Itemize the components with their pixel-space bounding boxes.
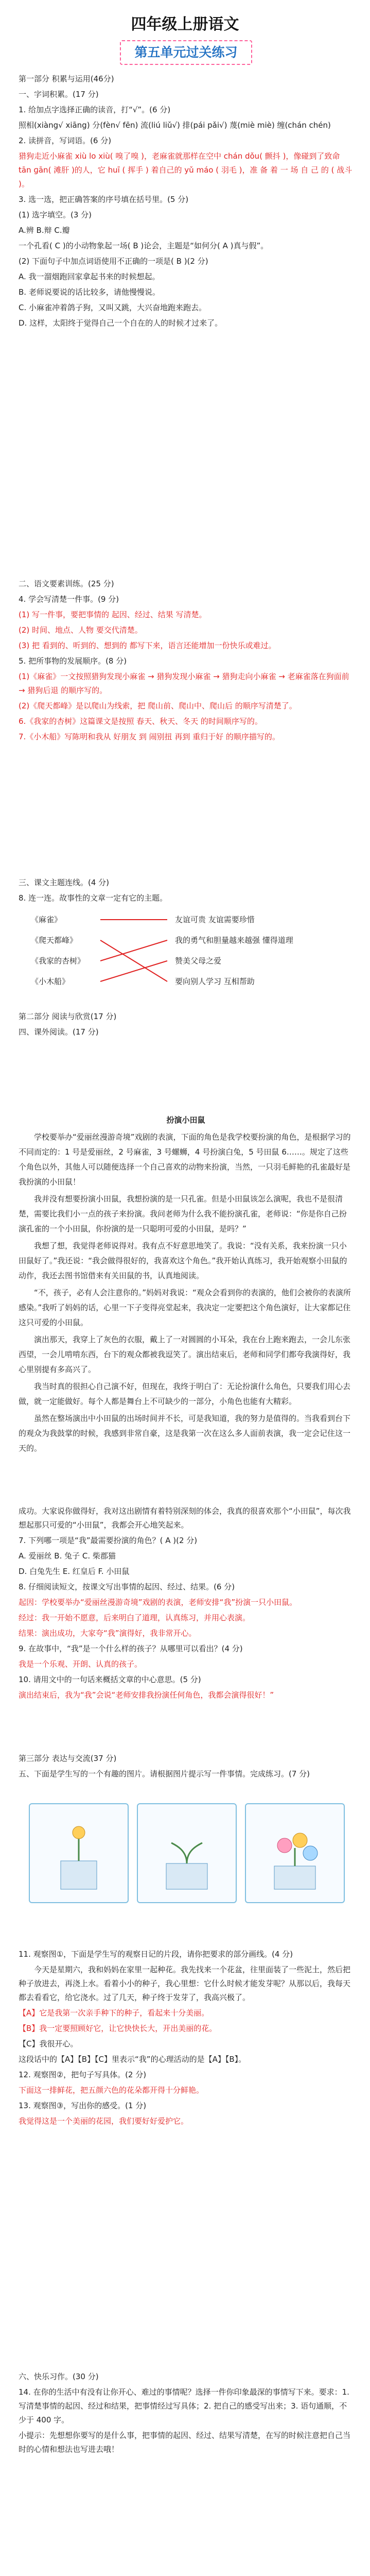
q2-5-1: (1)《麻雀》一文按照猎狗发现小麻雀 → 猎狗发现小麻雀 → 猎狗走向小麻雀 → 老麻雀落在狗面前 → 猎狗后退 的顺序写的。 (19, 672, 349, 695)
reading-passage (19, 1113, 353, 1458)
match-left-item: 《爬天都峰》 (31, 936, 78, 945)
reading-questions (19, 1504, 353, 1704)
match-left-column (31, 909, 85, 992)
seedling-icon (138, 1804, 236, 1902)
part3-heading: 第三部分 表达与交流(37 分) (19, 1754, 117, 1763)
q6-heading: 六、快乐习作。(30 分) (19, 2372, 99, 2381)
reading-paragraph: 演出那天，我穿上了灰色的衣服，戴上了一对圆圆的小耳朵，我在台上跑来跑去，一会儿东张西望，一会儿啃啃东西，台下的观众都被我逗笑了。演出结束后，老师和同学们都夸我演得好，我心里别提有多高兴了。 (19, 1335, 351, 1374)
match-right-item: 我的勇气和胆量越来越强 懂得道理 (175, 936, 293, 945)
q3-section (19, 876, 353, 907)
match-line (100, 940, 167, 981)
q2-5: 5. 把所事物的发展顺序。(8 分) (19, 656, 127, 666)
match-left-item: 《我家的杏树》 (31, 956, 85, 965)
q10: 10. 请用文中的一句话来概括文章的中心意思。(5 分) (19, 1675, 201, 1684)
q1-1-items: 照相(xiàng√ xiāng) 分(fèn√ fēn) 流(liú liǔ√) 排(pái pǎi√) 蔑(miè miè) 缠(chán chén) (19, 121, 331, 130)
q1-heading: 一、字词积累。(17 分) (19, 90, 99, 99)
q7-options-2: D. 白兔先生 E. 红皇后 F. 小田鼠 (19, 1567, 130, 1576)
picture-row (19, 1803, 353, 1906)
q3-heading: 三、课文主题连线。(4 分) (19, 878, 110, 887)
flowerpot-icon (30, 1804, 128, 1902)
picture-3 (245, 1803, 345, 1903)
q2-5-2: (2)《爬天都峰》是以爬山为线索，把 爬山前、爬山中、爬山后 的顺序写清楚了。 (19, 701, 297, 710)
q10-answer: 演出结束后，我为“我”会说“老师安排我扮演任何角色，我都会演得很好！” (19, 1690, 274, 1700)
q11-option-a: 【A】它是我第一次亲手种下的种子，看起来十分美丽。 (19, 2008, 209, 2018)
q1-3b-b: B. 老师说要说的话比较多，请他慢慢说。 (19, 287, 160, 297)
q2-4: 4. 学会写清楚一件事。(9 分) (19, 595, 119, 604)
part3-questions (19, 1947, 353, 2130)
match-left-item: 《小木船》 (31, 977, 70, 986)
q8: 8. 仔细阅读短文，按课文写出事情的起因、经过、结果。(6 分) (19, 1582, 235, 1591)
q12-answer: 下面这一排鲜花，把五颜六色的花朵都开得十分鲜艳。 (19, 2086, 204, 2095)
q2-section (19, 577, 353, 745)
reading-paragraph: 我并没有想要扮演小田鼠，我想扮演的是一只孔雀。但是小田鼠该怎么演呢，我也不是很清楚，需要比我们小一点的孩子来扮演。我问老师为什么我不能扮演孔雀，老师说：“你是你自己扮演孔雀的一个小田鼠，你扮演的是一只聪明可爱的小田鼠，是吗？” (19, 1194, 347, 1233)
q1-3a-text: 一个孔看( C )的小动物象起一场( B )论会，主题是“如何分( A )真与假”。 (19, 241, 269, 250)
q11-option-b: 【B】我一定要照顾好它，让它快快长大，开出美丽的花。 (19, 2024, 217, 2033)
q2-4-1: (1) 写一件事，要把事情的 起因、经过、结果 写清楚。 (19, 610, 207, 619)
q1-3a-options: A.辨 B.辩 C.瓣 (19, 226, 70, 235)
match-right-item: 赞美父母之爱 (175, 956, 222, 965)
composition-section (19, 2370, 353, 2458)
part2-heading: 第二部分 阅读与欣赏(17 分) (19, 1012, 117, 1021)
reading-closing: 成功。大家说你做得好，我对这出剧情有着特别深刻的体会，我真的很喜欢那个“小田鼠”，每次我想起那只可爱的“小田鼠”，我都会开心地笑起来。 (19, 1506, 351, 1530)
match-line (100, 940, 167, 961)
q13: 13. 观察图③，写出你的感受。(1 分) (19, 2101, 147, 2110)
q13-answer: 我觉得这是一个美丽的花园，我们要好好爱护它。 (19, 2116, 189, 2126)
q1-2: 2. 读拼音，写词语。(6 分) (19, 136, 112, 145)
part2-subheading: 四、课外阅读。(17 分) (19, 1027, 99, 1037)
q1-3: 3. 选一选，把正确答案的序号填在括号里。(5 分) (19, 195, 189, 204)
q11-paragraph: 今天是星期六，我和妈妈在家里一起种花。我先找来一个花盆，往里面装了一些泥土，然后把种子放进去，再浇上水。看着小小的种子，我心里想：它什么时候才能发芽呢？从那以后，我每天都去看看它，给它浇水。过了几天，种子终于发芽了，我高兴极了。 (19, 1965, 351, 2002)
match-lines (98, 909, 170, 992)
part2-heading-block (19, 1010, 353, 1041)
q14: 14. 在你的生活中有没有让你开心、难过的事情呢？选择一件你印象最深的事情写下来。要求：1. 写清楚事情的起因、经过和结果，把事情经过写具体；2. 把自己的感受写出来；3. 语句通顺，不少于 400 字。 (19, 2387, 349, 2425)
reading-paragraph: 虽然在整场演出中小田鼠的出场时间并不长，可是我知道，我的努力是值得的。当我看到台下的观众为我鼓掌的时候，我感到非常自豪，这是我第一次在这么多人面前表演，我一定会记住这一天的。 (19, 1414, 351, 1453)
q5-heading: 五、下面是学生写的一个有趣的图片。请根据图片提示写一件事情。完成练习。(7 分) (19, 1769, 310, 1778)
flower-bush-icon (246, 1804, 344, 1902)
q7: 7. 下列哪一项是“我”最需要扮演的角色？( A )(2 分) (19, 1536, 198, 1545)
match-right-column (175, 909, 293, 992)
q9-answer: 我是一个乐观、开朗、认真的孩子。 (19, 1659, 143, 1669)
q11-note: 这段话中的【A】【B】【C】里表示“我”的心理活动的是【A】【B】。 (19, 2055, 246, 2064)
match-right-item: 友谊可贵 友谊需要珍惜 (175, 915, 255, 924)
reading-paragraph: “不，孩子，必有人会注意你的。”妈妈对我说：“观众会看到你的表演的，他们会被你的表演所感染。”我听了妈妈的话，心里一下子变得亮堂起来，我决定一定要把这个角色演好，让大家都记住这只可爱的小田鼠。 (19, 1288, 351, 1327)
match-line (100, 961, 167, 981)
q12: 12. 观察图②，把句子写具体。(2 分) (19, 2070, 147, 2079)
q11: 11. 观察图①，下面是学生写的观察日记的片段，请你把要求的部分画线。(4 分) (19, 1950, 293, 1959)
match-left-item: 《麻雀》 (31, 915, 62, 924)
q8-start: 起因：学校要举办“爱丽丝漫游奇境”戏剧的表演，老师安排“我”扮演一只小田鼠。 (19, 1598, 297, 1607)
reading-paragraph: 我当时真的很担心自己演不好，但现在，我终于明白了：无论扮演什么角色，只要我们用心去做，就一定能做好。每个人都是舞台上不可缺少的一部分，小角色也能有大精彩。 (19, 1382, 351, 1406)
q1-3b-c: C. 小麻雀冲着鸽子狗，又叫又跳，大兴奋地跑来跑去。 (19, 303, 207, 312)
reading-paragraph: 学校要举办“爱丽丝漫游奇境”戏剧的表演，下面的角色是我学校要扮演的角色，是根据学习的不同而定的：1 号是爱丽丝，2 号麻雀，3 号螺蛳，4 号扮演白兔，5 号田鼠 6……。规定了这些个角色以外，其他人可以随便选择一个自己喜欢的动物来扮演，当然，一只羽毛鲜艳的孔雀最好是我扮演的小田鼠！ (19, 1132, 351, 1187)
q1-2-text: 猎狗走近小麻雀 xiù lo xiù( 嗅了嗅 )，老麻雀就那样在空中 chán dǒu( 颤抖 )，像碰到了致命 tān ɡān( 滩肝 )的人，它 huī ( 挥手 ) 着自己的 yǔ máo ( 羽毛 )，准 备 着 一 场 自 己 的 ( 战斗 )。 (19, 151, 353, 189)
q3-8: 8. 连一连。故事性的文章一定有它的主题。 (19, 893, 168, 903)
q2-heading: 二、语文要素训练。(25 分) (19, 579, 114, 588)
q14-note: 小提示：先想想你要写的是什么事，把事情的起因、经过、结果写清楚，在写的时候注意把自己当时的心情和想法也写进去哦！ (19, 2431, 351, 2454)
q1-3b-a: A. 我一溜烟跑回家拿起书来的时候想起。 (19, 272, 160, 281)
part1-section (19, 72, 353, 332)
unit-title-badge: 第五单元过关练习 (120, 40, 252, 65)
q2-4-2: (2) 时间、地点、人物 要交代清楚。 (19, 625, 143, 635)
q11-option-c: 【C】我很开心。 (19, 2039, 78, 2048)
q1-3b: (2) 下面句子中加点词语使用不正确的一项是( B )(2 分) (19, 257, 208, 266)
part3-header (19, 1752, 353, 1783)
q2-4-3: (3) 把 看到的、听到的、想到的 都写下来，语言还能增加一份快乐或难过。 (19, 641, 276, 650)
picture-2 (137, 1803, 237, 1903)
picture-1 (29, 1803, 129, 1903)
q9: 9. 在故事中，“我”是一个什么样的孩子？从哪里可以看出？(4 分) (19, 1644, 243, 1653)
match-right-item: 要向别人学习 互相帮助 (175, 977, 255, 986)
q1-3b-d: D. 这样，太阳终于觉得自己一个自在的人的时候才过来了。 (19, 318, 223, 328)
q1-1: 1. 给加点字选择正确的读音，打“√”。(6 分) (19, 105, 171, 114)
q2-6: 6.《我家的杏树》这篇课文是按照 春天、秋天、冬天 的时间顺序写的。 (19, 717, 262, 726)
q8-end: 结果：演出成功，大家夸“我”演得好，我非常开心。 (19, 1629, 197, 1638)
q7-options: A. 爱丽丝 B. 兔子 C. 柴郡猫 (19, 1551, 116, 1561)
part1-heading: 第一部分 积累与运用(46分) (19, 74, 114, 83)
q1-3a: (1) 选字填空。(3 分) (19, 210, 92, 219)
q8-process: 经过：我一开始不愿意，后来明白了道理，认真练习，并用心表演。 (19, 1613, 251, 1622)
worksheet-title: 四年级上册语文 (131, 15, 239, 33)
reading-title: 扮演小田鼠 (166, 1115, 205, 1125)
reading-paragraph: 我想了想，我觉得老师说得对。我有点不好意思地笑了。我说：“没有关系，我来扮演一只小田鼠好了。”我还说：“我会做得很好的，我喜欢这个角色。”我开始认真练习，我开始观察小田鼠的动作，我还去图书馆借来有关田鼠的书，认真地阅读。 (19, 1241, 347, 1280)
q2-7: 7.《小木船》写陈明和我从 好朋友 到 闹别扭 再到 重归于好 的顺序描写的。 (19, 732, 280, 741)
